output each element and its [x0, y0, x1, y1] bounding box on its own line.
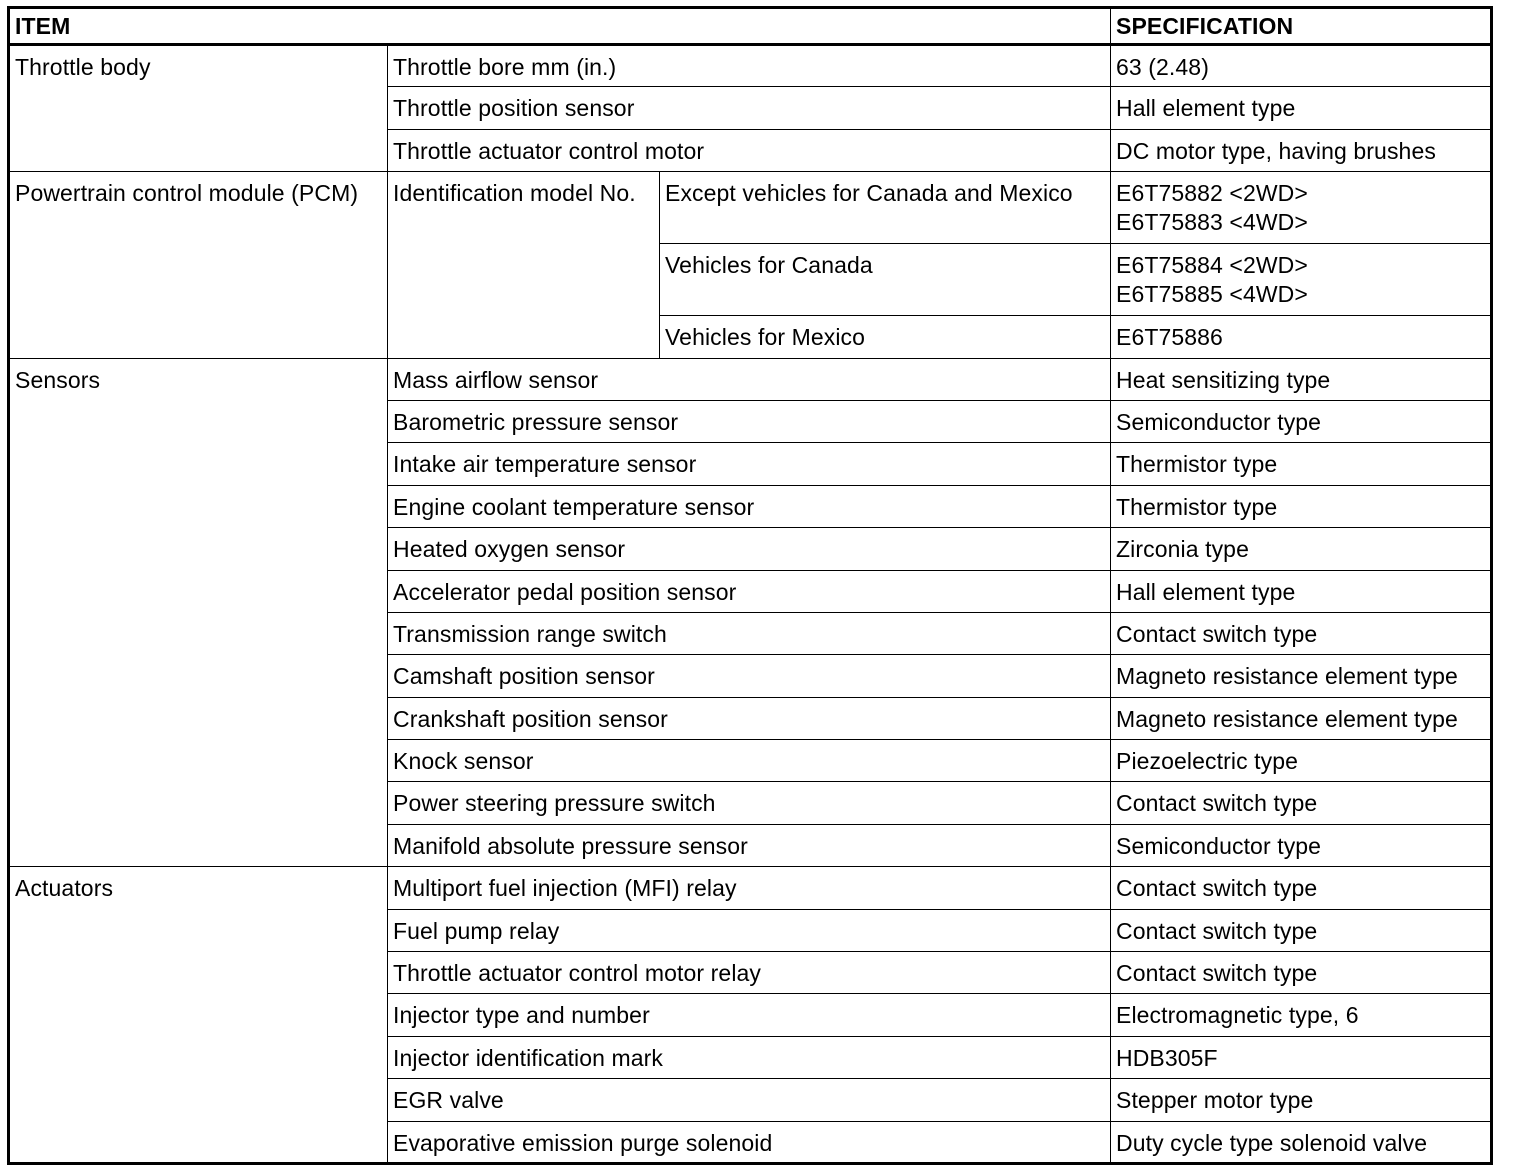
- spec-cell: Heat sensitizing type: [1111, 358, 1492, 400]
- item-cell: Crankshaft position sensor: [388, 697, 1111, 739]
- spec-cell: Electromagnetic type, 6: [1111, 994, 1492, 1036]
- group-label-sensors: Sensors: [9, 358, 388, 867]
- spec-line: E6T75883 <4WD>: [1116, 209, 1308, 236]
- item-cell: Transmission range switch: [388, 612, 1111, 654]
- spec-cell: Zirconia type: [1111, 528, 1492, 570]
- table-row: [9, 358, 1492, 400]
- spec-cell: [1111, 244, 1492, 316]
- spec-cell: Stepper motor type: [1111, 1079, 1492, 1121]
- spec-cell: Magneto resistance element type: [1111, 697, 1492, 739]
- group-label-throttle-body: Throttle body: [9, 45, 388, 172]
- item-cell: Multiport fuel injection (MFI) relay: [388, 867, 1111, 909]
- spec-cell: Hall element type: [1111, 570, 1492, 612]
- group-label-pcm: Powertrain control module (PCM): [9, 172, 388, 358]
- spec-cell: Contact switch type: [1111, 867, 1492, 909]
- column-header-specification: SPECIFICATION: [1111, 8, 1492, 45]
- group-label-actuators: Actuators: [9, 867, 388, 1164]
- table-header-row: [9, 8, 1492, 45]
- item-cell: Except vehicles for Canada and Mexico: [660, 172, 1111, 244]
- item-cell: Throttle bore mm (in.): [388, 45, 1111, 87]
- item-cell: Injector identification mark: [388, 1036, 1111, 1078]
- specification-table: [7, 6, 1493, 1165]
- item-cell: Vehicles for Canada: [660, 244, 1111, 316]
- column-header-item: ITEM: [9, 8, 1111, 45]
- item-cell: Fuel pump relay: [388, 909, 1111, 951]
- table-row: [9, 867, 1492, 909]
- spec-cell: Duty cycle type solenoid valve: [1111, 1121, 1492, 1163]
- spec-cell: Thermistor type: [1111, 485, 1492, 527]
- sub-group-label-identification-model: Identification model No.: [388, 172, 660, 358]
- spec-cell: [1111, 172, 1492, 244]
- item-cell: Intake air temperature sensor: [388, 443, 1111, 485]
- item-cell: Vehicles for Mexico: [660, 316, 1111, 358]
- table-row: [9, 45, 1492, 87]
- spec-cell: Contact switch type: [1111, 782, 1492, 824]
- spec-cell: Semiconductor type: [1111, 824, 1492, 866]
- spec-cell: Semiconductor type: [1111, 400, 1492, 442]
- item-cell: Evaporative emission purge solenoid: [388, 1121, 1111, 1163]
- spec-line: E6T75885 <4WD>: [1116, 281, 1308, 308]
- item-cell: Mass airflow sensor: [388, 358, 1111, 400]
- item-cell: Throttle actuator control motor: [388, 129, 1111, 171]
- item-cell: Throttle position sensor: [388, 87, 1111, 129]
- spec-line: E6T75884 <2WD>: [1116, 252, 1308, 279]
- item-cell: Power steering pressure switch: [388, 782, 1111, 824]
- spec-cell: HDB305F: [1111, 1036, 1492, 1078]
- spec-cell: Contact switch type: [1111, 952, 1492, 994]
- spec-cell: Contact switch type: [1111, 909, 1492, 951]
- item-cell: Throttle actuator control motor relay: [388, 952, 1111, 994]
- spec-cell: Magneto resistance element type: [1111, 655, 1492, 697]
- table-row: [9, 172, 1492, 244]
- spec-cell: Piezoelectric type: [1111, 740, 1492, 782]
- item-cell: Engine coolant temperature sensor: [388, 485, 1111, 527]
- item-cell: Accelerator pedal position sensor: [388, 570, 1111, 612]
- spec-cell: Hall element type: [1111, 87, 1492, 129]
- item-cell: Manifold absolute pressure sensor: [388, 824, 1111, 866]
- spec-cell: Contact switch type: [1111, 612, 1492, 654]
- item-cell: Injector type and number: [388, 994, 1111, 1036]
- spec-cell: E6T75886: [1111, 316, 1492, 358]
- item-cell: Barometric pressure sensor: [388, 400, 1111, 442]
- spec-cell: 63 (2.48): [1111, 45, 1492, 87]
- item-cell: Camshaft position sensor: [388, 655, 1111, 697]
- spec-cell: DC motor type, having brushes: [1111, 129, 1492, 171]
- spec-line: E6T75882 <2WD>: [1116, 180, 1308, 207]
- spec-cell: Thermistor type: [1111, 443, 1492, 485]
- item-cell: Knock sensor: [388, 740, 1111, 782]
- item-cell: Heated oxygen sensor: [388, 528, 1111, 570]
- item-cell: EGR valve: [388, 1079, 1111, 1121]
